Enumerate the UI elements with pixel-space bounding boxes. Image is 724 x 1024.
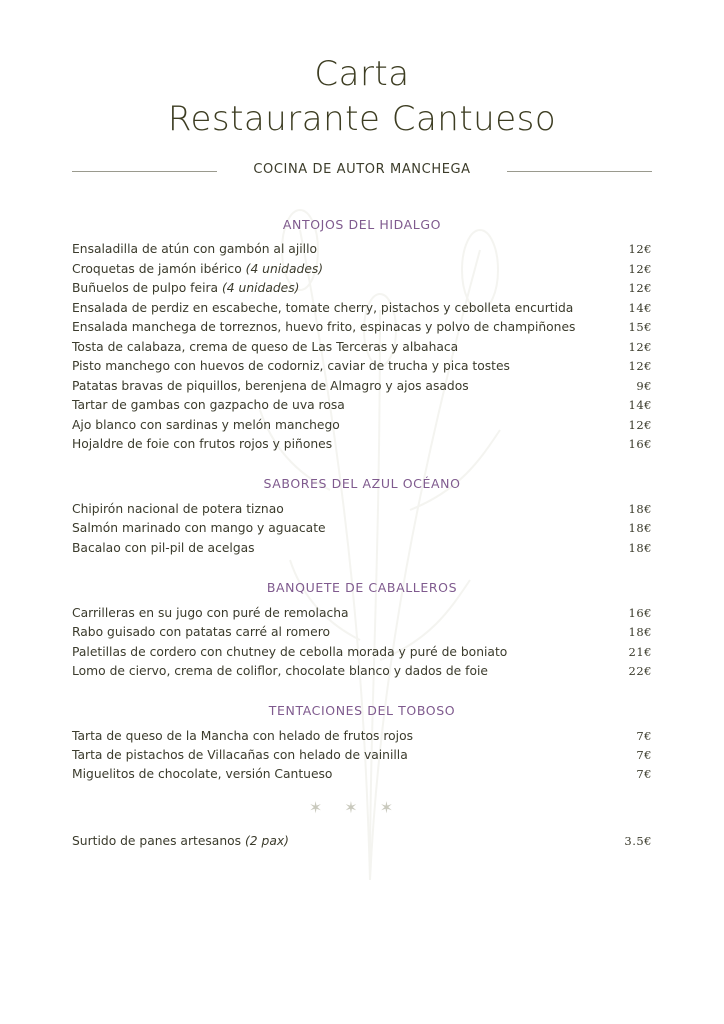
section-title-tentaciones: TENTACIONES DEL TOBOSO xyxy=(268,703,456,718)
item-price: 12€ xyxy=(628,262,652,276)
subtitle-row xyxy=(72,162,652,182)
item-name: Buñuelos de pulpo feira xyxy=(72,281,219,295)
menu-item xyxy=(72,340,652,359)
item-name: Patatas bravas de piquillos, berenjena de Almagro y ajos asados xyxy=(72,379,469,393)
page-subtitle: COCINA DE AUTOR MANCHEGA xyxy=(253,162,471,177)
star-ornament-icon: ✶✶✶ xyxy=(308,798,416,817)
item-price: 16€ xyxy=(628,606,652,620)
section-title-sabores: SABORES DEL AZUL OCÉANO xyxy=(263,476,461,491)
item-price: 22€ xyxy=(628,664,652,678)
menu-item xyxy=(72,767,652,786)
section-title-banquete: BANQUETE DE CABALLEROS xyxy=(266,580,458,595)
item-price: 18€ xyxy=(628,502,652,516)
item-price: 7€ xyxy=(636,767,652,781)
item-note: (4 unidades) xyxy=(222,281,300,295)
item-name: Paletillas de cordero con chutney de cebolla morada y puré de boniato xyxy=(72,645,508,659)
item-name: Hojaldre de foie con frutos rojos y piñones xyxy=(72,437,333,451)
menu-item xyxy=(72,301,652,320)
section-title-antojos: ANTOJOS DEL HIDALGO xyxy=(282,217,442,232)
divider-right xyxy=(507,171,652,172)
item-price: 14€ xyxy=(628,398,652,412)
item-price: 21€ xyxy=(628,645,652,659)
item-price: 3.5€ xyxy=(624,834,652,848)
page-title-line1: Carta xyxy=(314,54,410,94)
item-name: Tarta de queso de la Mancha con helado de frutos rojos xyxy=(72,729,414,743)
item-name: Lomo de ciervo, crema de coliflor, chocolate blanco y dados de foie xyxy=(72,664,488,678)
menu-item xyxy=(72,418,652,437)
item-price: 18€ xyxy=(628,625,652,639)
menu-item xyxy=(72,398,652,417)
item-name: Ensaladilla de atún con gambón al ajillo xyxy=(72,242,318,256)
menu-item xyxy=(72,502,652,521)
menu-item xyxy=(72,729,652,748)
menu-item xyxy=(72,664,652,683)
menu-item xyxy=(72,262,652,281)
item-price: 18€ xyxy=(628,541,652,555)
item-name: Surtido de panes artesanos xyxy=(72,834,242,848)
item-note: (4 unidades) xyxy=(245,262,324,276)
item-name: Miguelitos de chocolate, versión Cantueso xyxy=(72,767,333,781)
menu-item xyxy=(72,541,652,560)
menu-item xyxy=(72,748,652,767)
item-name: Carrilleras en su jugo con puré de remolacha xyxy=(72,606,349,620)
menu-item xyxy=(72,281,652,300)
item-price: 12€ xyxy=(628,359,652,373)
menu-item-bread xyxy=(72,834,652,853)
menu-item xyxy=(72,359,652,378)
item-price: 18€ xyxy=(628,521,652,535)
item-name: Tosta de calabaza, crema de queso de Las Terceras y albahaca xyxy=(72,340,459,354)
menu-item xyxy=(72,437,652,456)
menu-item xyxy=(72,645,652,664)
item-price: 12€ xyxy=(628,242,652,256)
menu-item xyxy=(72,242,652,261)
menu-item xyxy=(72,606,652,625)
item-price: 9€ xyxy=(636,379,652,393)
item-note: (2 pax) xyxy=(245,834,289,848)
item-name: Salmón marinado con mango y aguacate xyxy=(72,521,326,535)
item-name: Pisto manchego con huevos de codorniz, caviar de trucha y pica tostes xyxy=(72,359,510,373)
item-name: Tarta de pistachos de Villacañas con helado de vainilla xyxy=(72,748,408,762)
item-name: Rabo guisado con patatas carré al romero xyxy=(72,625,331,639)
item-price: 7€ xyxy=(636,748,652,762)
item-name: Bacalao con pil-pil de acelgas xyxy=(72,541,255,555)
menu-item xyxy=(72,320,652,339)
item-name: Croquetas de jamón ibérico xyxy=(72,262,242,276)
item-name: Ajo blanco con sardinas y melón manchego xyxy=(72,418,340,432)
item-name: Tartar de gambas con gazpacho de uva rosa xyxy=(72,398,345,412)
item-name: Ensalada manchega de torreznos, huevo frito, espinacas y polvo de champiñones xyxy=(72,320,576,334)
menu-item xyxy=(72,521,652,540)
item-price: 14€ xyxy=(628,301,652,315)
page-title-line2: Restaurante Cantueso xyxy=(167,99,557,139)
item-name: Chipirón nacional de potera tiznao xyxy=(72,502,284,516)
menu-item xyxy=(72,625,652,644)
item-price: 12€ xyxy=(628,340,652,354)
item-price: 7€ xyxy=(636,729,652,743)
item-price: 12€ xyxy=(628,281,652,295)
item-name: Ensalada de perdiz en escabeche, tomate cherry, pistachos y cebolleta encurtida xyxy=(72,301,574,315)
item-price: 15€ xyxy=(628,320,652,334)
item-price: 12€ xyxy=(628,418,652,432)
item-price: 16€ xyxy=(628,437,652,451)
menu-item xyxy=(72,379,652,398)
